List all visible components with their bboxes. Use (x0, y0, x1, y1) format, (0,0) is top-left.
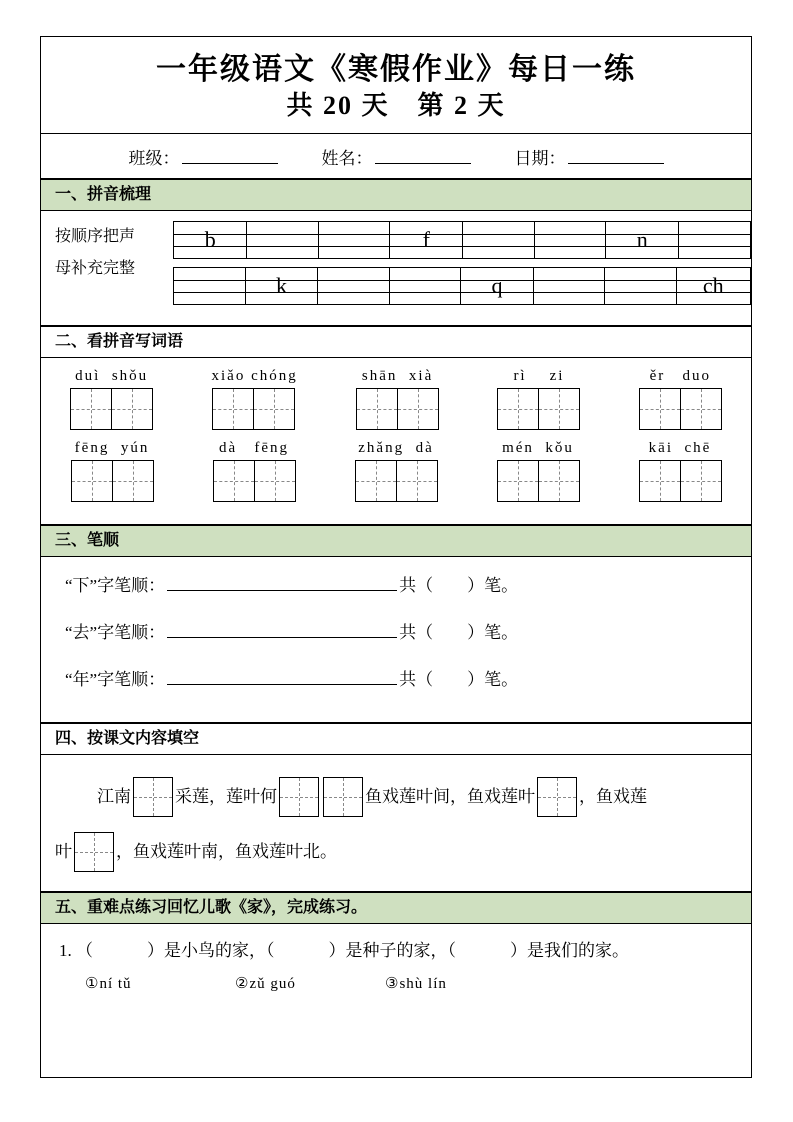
question-1 (41, 936, 751, 966)
poem-text: 叶 (55, 842, 72, 862)
pinyin-cell[interactable] (605, 268, 676, 305)
pinyin-cell[interactable] (534, 222, 606, 259)
stroke-prefix: “去”字笔顺： (65, 623, 166, 642)
stroke-line (41, 571, 751, 596)
word-pinyin: xiǎo chóng (211, 368, 298, 384)
pinyin-cell[interactable] (389, 268, 460, 305)
section-2-body (41, 358, 751, 525)
tianzi-grid[interactable] (497, 460, 580, 502)
tianzi-cell[interactable] (680, 461, 721, 502)
tianzi-cell[interactable] (254, 461, 295, 502)
date-label: 日期： (514, 148, 566, 168)
pinyin-cell[interactable] (174, 268, 245, 305)
word-pinyin: zhǎng dà (358, 440, 434, 456)
tianzi-cell[interactable] (213, 461, 254, 502)
tianzi-cell[interactable] (357, 389, 398, 430)
tianzi-cell[interactable] (539, 389, 580, 430)
poem-text: 鱼戏莲叶间，鱼戏莲叶 (365, 787, 535, 807)
pinyin-cell[interactable]: n (606, 222, 679, 259)
class-field[interactable] (129, 144, 278, 169)
section-5-heading: 五、重难点练习回忆儿歌《家》，完成练习。 (41, 892, 751, 924)
tianzi-cell[interactable] (639, 389, 680, 430)
pinyin-table-row2 (173, 267, 751, 305)
word-pinyin: rì zi (513, 368, 565, 384)
tianzi-cell[interactable] (497, 461, 538, 502)
pinyin-cell[interactable]: q (461, 268, 534, 305)
question-1-options (41, 974, 751, 993)
section-1-body (41, 211, 751, 326)
tianzi-cell[interactable] (680, 389, 721, 430)
word-item (497, 368, 580, 430)
poem-text: ，鱼戏莲 (579, 787, 647, 807)
stroke-prefix: “年”字笔顺： (65, 670, 166, 689)
pinyin-cell[interactable] (247, 222, 319, 259)
fill-box[interactable] (323, 777, 363, 817)
option-3[interactable]: ③shù lín (385, 976, 447, 993)
tianzi-grid[interactable] (639, 460, 722, 502)
word-pinyin: mén kǒu (502, 440, 574, 456)
class-label: 班级： (128, 148, 180, 168)
pinyin-cell[interactable] (679, 222, 751, 259)
section-3-body (41, 557, 751, 723)
stroke-blank[interactable] (167, 668, 397, 685)
pinyin-cell[interactable] (318, 222, 390, 259)
word-item (355, 440, 438, 502)
word-row-1 (41, 368, 751, 430)
tianzi-cell[interactable] (396, 461, 437, 502)
pinyin-cell[interactable] (463, 222, 535, 259)
tianzi-cell[interactable] (398, 389, 439, 430)
tianzi-cell[interactable] (639, 461, 680, 502)
section-1-instruction-line1: 按顺序把声 (55, 228, 136, 245)
poem-text: ，鱼戏莲叶南，鱼戏莲叶北。 (116, 842, 337, 862)
tianzi-grid[interactable] (356, 388, 439, 430)
stroke-suffix: 共（ ）笔。 (399, 670, 519, 689)
option-2[interactable]: ②zǔ guó (235, 976, 296, 993)
word-item (356, 368, 439, 430)
question-part: ）是小鸟的家，（ (147, 941, 275, 961)
pinyin-cell[interactable] (318, 268, 389, 305)
title-block (41, 37, 751, 134)
section-5-body (41, 924, 751, 993)
tianzi-cell[interactable] (498, 389, 539, 430)
section-4-body (41, 755, 751, 892)
word-item (213, 440, 296, 502)
date-blank[interactable] (568, 148, 664, 164)
section-1-instruction (41, 221, 173, 313)
stroke-prefix: “下”字笔顺： (65, 576, 166, 595)
section-1-instruction-line2: 母补充完整 (55, 260, 136, 277)
page-title: 一年级语文《寒假作业》每日一练 (156, 53, 636, 86)
fill-box[interactable] (74, 832, 114, 872)
word-item (639, 440, 722, 502)
class-blank[interactable] (182, 148, 278, 164)
option-1[interactable]: ①ní tǔ (85, 976, 132, 993)
stroke-line (41, 618, 751, 643)
pinyin-cell[interactable]: k (245, 268, 318, 305)
word-pinyin: shān xià (361, 368, 434, 384)
date-field[interactable] (515, 144, 664, 169)
tianzi-grid[interactable] (497, 388, 580, 430)
tianzi-grid[interactable] (213, 460, 296, 502)
tianzi-cell[interactable] (71, 461, 112, 502)
word-item (639, 368, 722, 430)
tianzi-cell[interactable] (112, 389, 153, 430)
section-4-paragraph-1 (41, 769, 751, 824)
poem-text: 江南 (97, 787, 131, 807)
word-item (70, 368, 153, 430)
worksheet-page (40, 36, 752, 1078)
name-blank[interactable] (375, 148, 471, 164)
tianzi-grid[interactable] (639, 388, 722, 430)
tianzi-grid[interactable] (212, 388, 295, 430)
tianzi-cell[interactable] (71, 389, 112, 430)
tianzi-cell[interactable] (538, 461, 579, 502)
tianzi-cell[interactable] (212, 389, 253, 430)
pinyin-cell[interactable]: ch (676, 268, 750, 305)
poem-text: 采莲，莲叶何 (175, 787, 277, 807)
question-part: （ (76, 941, 93, 961)
pinyin-tables (173, 221, 751, 313)
stroke-suffix: 共（ ）笔。 (399, 576, 519, 595)
question-part: ）是我们的家。 (510, 941, 629, 961)
tianzi-grid[interactable] (71, 460, 154, 502)
section-4-heading: 四、按课文内容填空 (41, 723, 751, 755)
student-info-row (41, 134, 751, 179)
stroke-line (41, 665, 751, 690)
section-4-paragraph-2 (41, 824, 751, 879)
stroke-blank[interactable] (167, 621, 397, 638)
pinyin-cell[interactable]: b (174, 222, 247, 259)
question-part: ）是种子的家，（ (328, 941, 456, 961)
tianzi-cell[interactable] (112, 461, 153, 502)
word-item (71, 440, 154, 502)
word-pinyin: ěr duo (649, 368, 711, 384)
tianzi-grid[interactable] (70, 388, 153, 430)
tianzi-grid[interactable] (355, 460, 438, 502)
word-item (497, 440, 580, 502)
section-3-heading: 三、笔顺 (41, 525, 751, 557)
fill-box[interactable] (133, 777, 173, 817)
section-1-heading: 一、拼音梳理 (41, 179, 751, 211)
word-pinyin: dà fēng (218, 440, 290, 456)
name-label: 姓名： (321, 148, 373, 168)
fill-box[interactable] (279, 777, 319, 817)
word-pinyin: duì shǒu (75, 368, 149, 384)
word-pinyin: kāi chē (648, 440, 712, 456)
stroke-blank[interactable] (167, 574, 397, 591)
section-2-heading: 二、看拼音写词语 (41, 326, 751, 358)
question-number: 1. (59, 941, 72, 961)
tianzi-cell[interactable] (253, 389, 294, 430)
word-row-2 (41, 440, 751, 502)
fill-box[interactable] (537, 777, 577, 817)
pinyin-cell[interactable] (533, 268, 604, 305)
name-field[interactable] (322, 144, 471, 169)
pinyin-cell[interactable]: f (390, 222, 463, 259)
stroke-suffix: 共（ ）笔。 (399, 623, 519, 642)
word-item (212, 368, 298, 430)
tianzi-cell[interactable] (355, 461, 396, 502)
word-pinyin: fēng yún (74, 440, 150, 456)
pinyin-table-row1 (173, 221, 751, 259)
page-subtitle: 共 20 天 第 2 天 (286, 91, 506, 120)
